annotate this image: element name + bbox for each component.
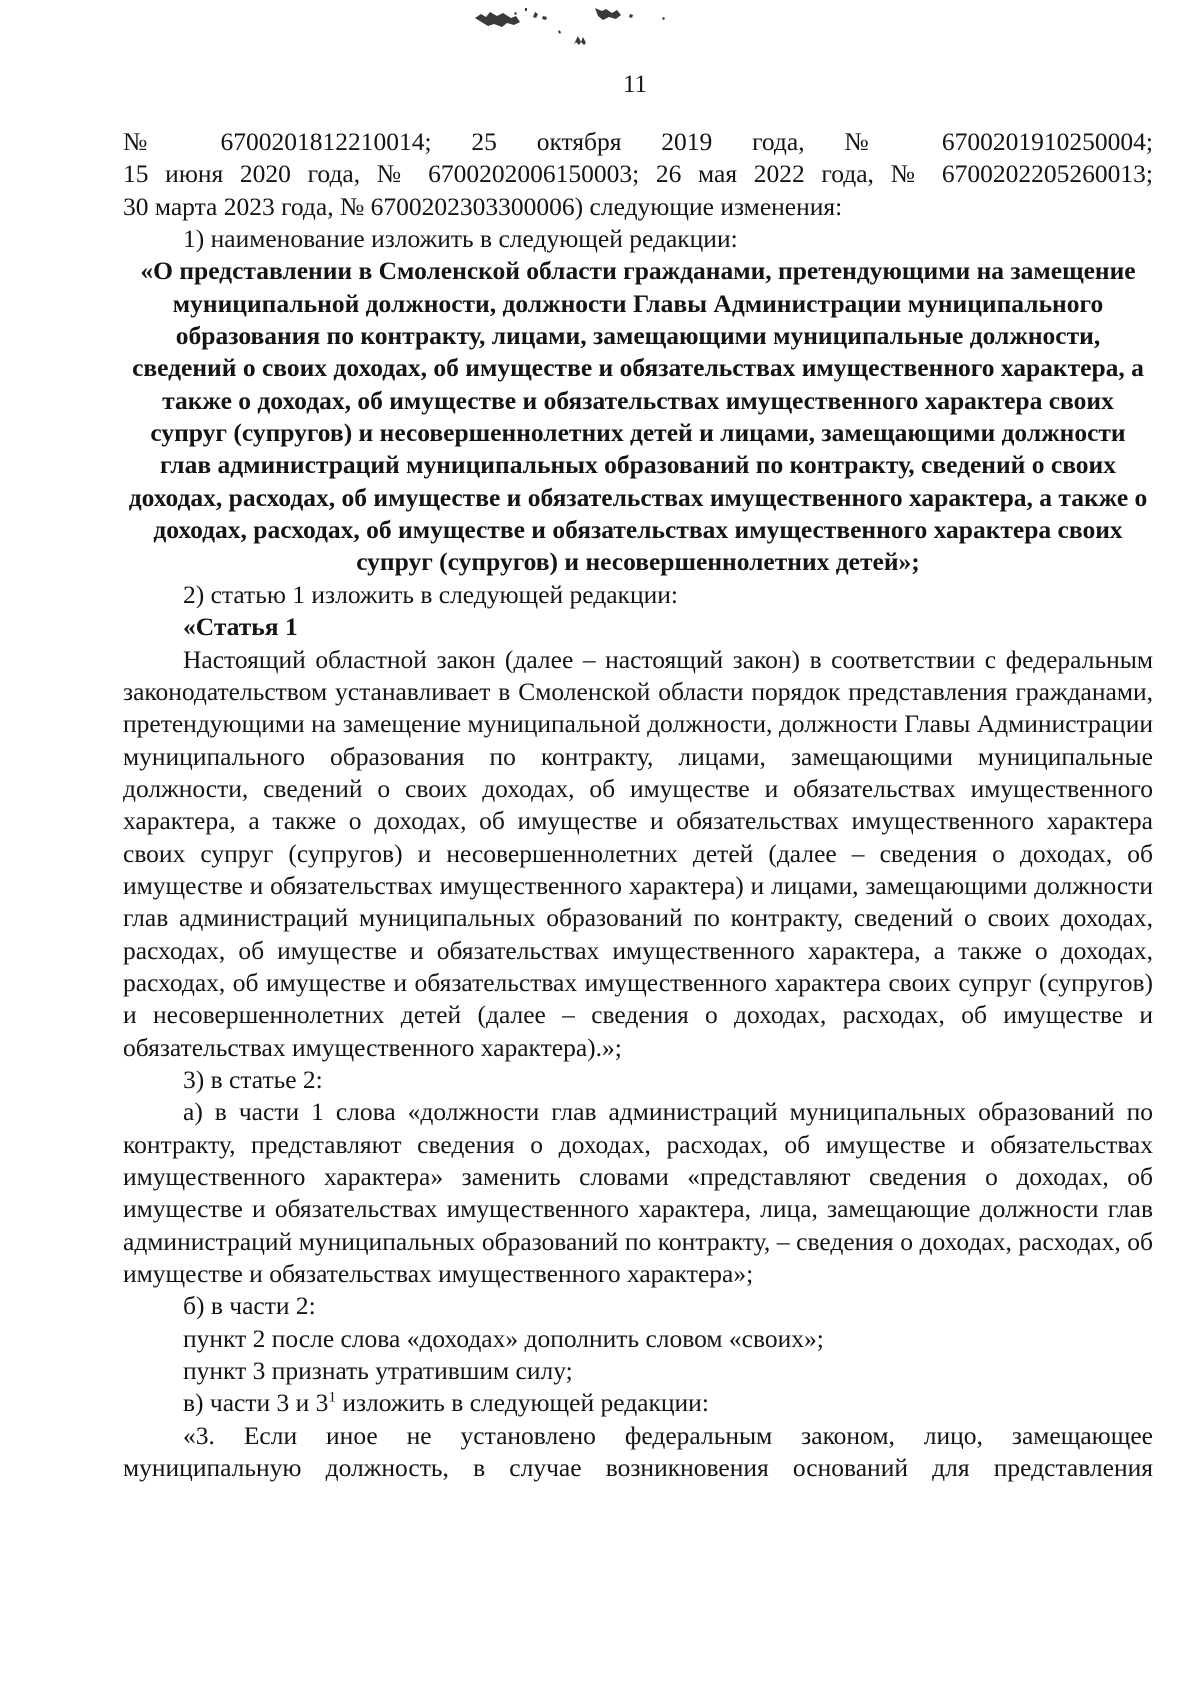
item-3v-superscript: 1 [328, 1389, 336, 1406]
law-title: «О представлении в Смоленской области гражданами, претендующими на замещение муниципальной должности, должности Главы Администрации муниципального образования по контракту, лицами, замещающими муниципальные должности, сведений о своих доходах, об имуществе и обязательствах имущественного характера, а также о доходах, об имуществе и обязательствах имущественного характера своих супруг (супругов) и несовершеннолетних детей и лицами, замещающими должности глав администраций муниципальных образований по контракту, сведений о своих доходах, расходах, об имуществе и обязательствах имущественного характера, а также о доходах, расходах, об имуществе и обязательствах имущественного характера своих супруг (супругов) и несовершеннолетних детей»; [128, 256, 1148, 577]
document-body [123, 126, 1153, 1484]
item-3b-point-2: пункт 2 после слова «доходах» дополнить словом «своих»; [183, 1323, 824, 1353]
item-3v-post: изложить в следующей редакции: [335, 1388, 709, 1418]
item-2: 2) статью 1 изложить в следующей редакции: [183, 579, 678, 609]
item-3v-text: «3. Если иное не установлено федеральным законом, лицо, замещающее муниципальную должность, в случае возникновения оснований для представления [123, 1420, 1153, 1483]
item-3: 3) в статье 2: [183, 1064, 323, 1094]
opening-line-2: 15 июня 2020 года, № 6700202006150003; 26 мая 2022 года, № 6700202205260013; [123, 159, 1153, 189]
opening-line-3: 30 марта 2023 года, № 6700202303300006) следующие изменения: [123, 191, 843, 221]
article-1-text: Настоящий областной закон (далее – настоящий закон) в соответствии с федеральным законодательством устанавливает в Смоленской области порядок представления гражданами, претендующими на замещение муниципальной должности, должности Главы Администрации муниципального образования по контракту, лицами, замещающими муниципальные должности, сведений о своих доходах, об имуществе и обязательствах имущественного характера, а также о доходах, об имуществе и обязательствах имущественного характера своих супруг (супругов) и несовершеннолетних детей (далее – сведения о доходах, об имуществе и обязательствах имущественного характера) и лицами, замещающими должности глав администраций муниципальных образований по контракту, сведений о своих доходах, расходах, об имуществе и обязательствах имущественного характера, а также о доходах, расходах, об имуществе и обязательствах имущественного характера своих супруг (супругов) и несовершеннолетних детей (далее – сведения о доходах, расходах, об имуществе и обязательствах имущественного характера).»; [123, 644, 1153, 1062]
article-heading: «Статья 1 [183, 612, 298, 642]
item-1: 1) наименование изложить в следующей редакции: [183, 224, 738, 254]
page-number: 11 [622, 71, 648, 98]
item-3b-point-3: пункт 3 признать утратившим силу; [183, 1356, 573, 1386]
stamp-mark-icon [455, 0, 755, 60]
item-3v [123, 1387, 1153, 1419]
item-3a: а) в части 1 слова «должности глав администраций муниципальных образований по контракту, представляют сведения о доходах, расходах, об имуществе и обязательствах имущественного характера» заменить словами «представляют сведения о доходах, об имуществе и обязательствах имущественного характера, лица, замещающие должности глав администраций муниципальных образований по контракту, – сведения о доходах, расходах, об имуществе и обязательствах имущественного характера»; [123, 1097, 1153, 1289]
item-3v-pre: в) части 3 и 3 [183, 1388, 329, 1418]
opening-line-1: № 6700201812210014; 25 октября 2019 года, № 6700201910250004; [123, 127, 1153, 156]
item-3b: б) в части 2: [183, 1291, 316, 1321]
